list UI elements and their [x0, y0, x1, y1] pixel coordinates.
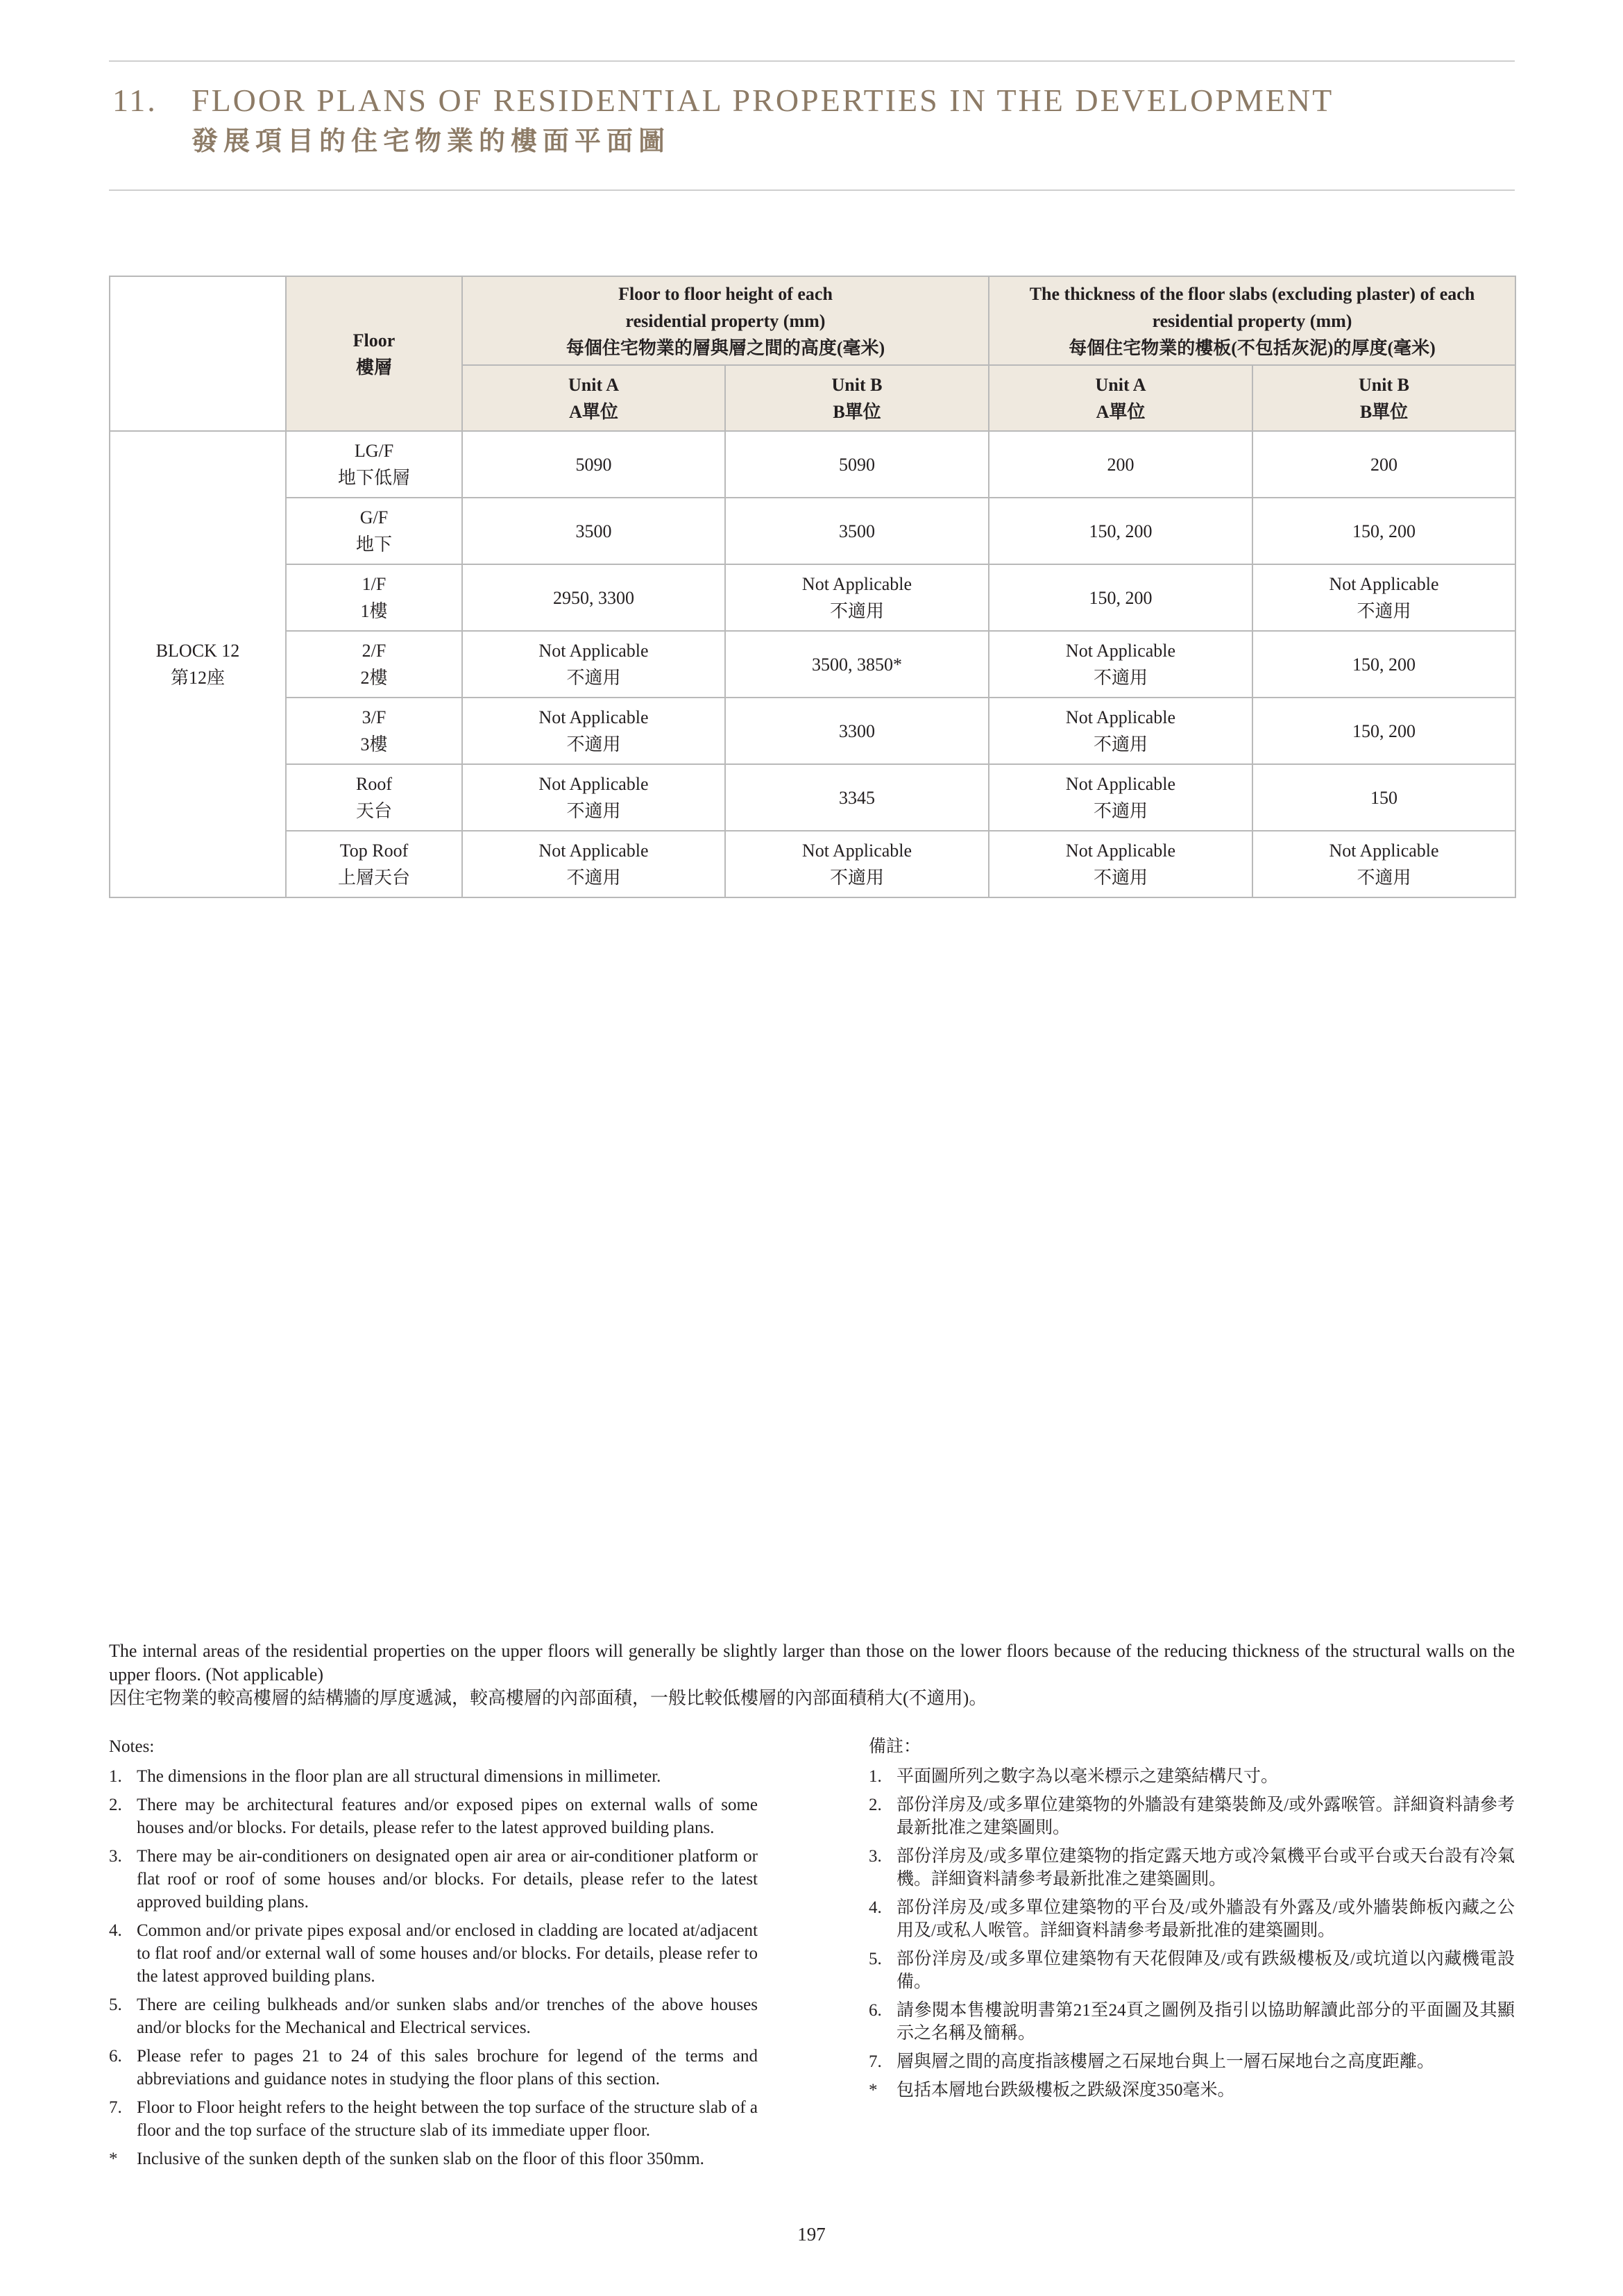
floor-height-table — [109, 276, 1516, 898]
note-number: 1. — [109, 1767, 122, 1786]
height-unit-a-cell: Not Applicable 不適用 — [462, 698, 725, 764]
note-text: 部份洋房及/或多單位建築物的指定露天地方或冷氣機平台或平台或天台設有冷氣機。詳細資料請參考最新批准之建築圖則。 — [897, 1847, 1515, 1889]
notes-en — [109, 1735, 758, 2176]
header-thickness-zh: 每個住宅物業的樓板(不包括灰泥)的厚度(毫米) — [1069, 337, 1436, 358]
note-number: 3. — [109, 1847, 122, 1866]
note-item — [109, 2045, 758, 2091]
note-item — [109, 2147, 758, 2170]
thickness-unit-b-cell: 150, 200 — [1252, 631, 1515, 698]
header-thickness — [989, 276, 1515, 365]
note-text: 部份洋房及/或多單位建築物有天花假陣及/或有跌級樓板及/或坑道以內藏機電設備。 — [897, 1950, 1515, 1991]
section-number: 11. — [112, 83, 158, 118]
floor-cell: Roof 天台 — [286, 764, 462, 831]
title-rule — [109, 189, 1515, 191]
table-row — [110, 631, 1515, 698]
note-item — [869, 1845, 1515, 1891]
note-item — [869, 2079, 1515, 2102]
header-floor — [286, 276, 462, 431]
note-text: 層與層之間的高度指該樓層之石屎地台與上一層石屎地台之高度距離。 — [897, 2052, 1435, 2071]
note-number: 3. — [869, 1847, 882, 1866]
height-unit-b-cell: 3300 — [725, 698, 989, 764]
height-unit-a-cell: Not Applicable 不適用 — [462, 764, 725, 831]
header-height — [462, 276, 989, 365]
table-row — [110, 564, 1515, 631]
note-number: 7. — [869, 2052, 882, 2071]
page-number: 197 — [797, 2224, 826, 2245]
note-text: Inclusive of the sunken depth of the sunken slab on the floor of this floor 350mm. — [137, 2150, 704, 2168]
height-unit-b-cell: 5090 — [725, 431, 989, 498]
note-number: 2. — [869, 1796, 882, 1814]
intro-paragraph-zh: 因住宅物業的較高樓層的結構牆的厚度遞減，較高樓層的內部面積，一般比較低樓層的內部面積稍大(不適用)。 — [109, 1688, 987, 1708]
thickness-unit-b-cell: Not Applicable 不適用 — [1252, 831, 1515, 897]
header-height-unit-b: Unit B B單位 — [725, 365, 989, 431]
height-unit-a-cell: 3500 — [462, 498, 725, 564]
table-row — [110, 698, 1515, 764]
thickness-unit-a-cell: 150, 200 — [989, 498, 1252, 564]
thickness-unit-a-cell: Not Applicable 不適用 — [989, 631, 1252, 698]
note-item — [869, 1999, 1515, 2045]
table-row — [110, 764, 1515, 831]
height-unit-b-cell: 3500, 3850* — [725, 631, 989, 698]
note-text: 請參閱本售樓說明書第21至24頁之圖例及指引以協助解讀此部分的平面圖及其顯示之名稱及簡稱。 — [897, 2001, 1515, 2043]
note-item — [109, 1845, 758, 1914]
thickness-unit-a-cell: 200 — [989, 431, 1252, 498]
note-text: Floor to Floor height refers to the height between the top surface of the structure slab of a floor and the top surface of the structure slab of its immediate upper floor. — [137, 2098, 758, 2140]
note-number: * — [869, 2081, 878, 2100]
note-text: 部份洋房及/或多單位建築物的外牆設有建築裝飾及/或外露喉管。詳細資料請參考最新批准之建築圖則。 — [897, 1796, 1515, 1837]
header-floor-zh: 樓層 — [355, 357, 392, 378]
thickness-unit-a-cell: Not Applicable 不適用 — [989, 764, 1252, 831]
top-rule — [109, 60, 1515, 62]
note-text: There may be architectural features and/or exposed pipes on external walls of some houses and/or blocks. For details, please refer to the latest approved building plans. — [137, 1796, 758, 1837]
note-item — [109, 1793, 758, 1839]
note-number: 1. — [869, 1767, 882, 1786]
note-text: Common and/or private pipes exposal and/or enclosed in cladding are located at/adjacent to flat roof and/or external wall of some houses and/or blocks. For details, please refer to the latest approved building plans. — [137, 1921, 758, 1986]
note-number: 7. — [109, 2098, 122, 2117]
table-row — [110, 831, 1515, 897]
section-title: FLOOR PLANS OF RESIDENTIAL PROPERTIES IN THE DEVELOPMENT — [192, 83, 1334, 118]
note-item — [869, 1765, 1515, 1788]
section-title-zh: 發展項目的住宅物業的樓面平面圖 — [192, 127, 671, 156]
note-number: 6. — [109, 2047, 122, 2066]
floor-cell: Top Roof 上層天台 — [286, 831, 462, 897]
notes-list — [109, 1765, 758, 2170]
header-height-unit-a: Unit A A單位 — [462, 365, 725, 431]
floor-cell: LG/F 地下低層 — [286, 431, 462, 498]
header-thickness-unit-b: Unit B B單位 — [1252, 365, 1515, 431]
note-number: 6. — [869, 2001, 882, 2020]
note-text: There may be air-conditioners on designated open air area or air-conditioner platform or flat roof or roof of some houses and/or blocks. For details, please refer to the latest approved building plans. — [137, 1847, 758, 1911]
note-number: 4. — [109, 1921, 122, 1940]
note-number: 4. — [869, 1898, 882, 1917]
note-number: * — [109, 2150, 118, 2168]
note-item — [869, 2050, 1515, 2073]
height-unit-a-cell: 5090 — [462, 431, 725, 498]
thickness-unit-a-cell: Not Applicable 不適用 — [989, 698, 1252, 764]
note-text: There are ceiling bulkheads and/or sunken slabs and/or trenches of the above houses and/or blocks for the Mechanical and Electrical services. — [137, 1995, 758, 2037]
height-unit-b-cell: 3500 — [725, 498, 989, 564]
height-unit-b-cell: Not Applicable 不適用 — [725, 564, 989, 631]
note-text: The dimensions in the floor plan are all structural dimensions in millimeter. — [137, 1767, 661, 1786]
thickness-unit-b-cell: 150, 200 — [1252, 698, 1515, 764]
note-item — [109, 1993, 758, 2039]
floor-cell: 1/F 1樓 — [286, 564, 462, 631]
header-height-en: Floor to floor height of each residential property (mm) — [618, 283, 833, 331]
header-blank — [110, 276, 286, 431]
note-item — [109, 1765, 758, 1788]
height-unit-a-cell: Not Applicable 不適用 — [462, 631, 725, 698]
thickness-unit-b-cell: 150, 200 — [1252, 498, 1515, 564]
header-floor-en: Floor — [352, 330, 396, 351]
note-text: 包括本層地台跌級樓板之跌級深度350毫米。 — [897, 2081, 1235, 2100]
thickness-unit-a-cell: 150, 200 — [989, 564, 1252, 631]
table-row — [110, 498, 1515, 564]
notes-title: Notes: — [109, 1737, 155, 1756]
floor-cell: 3/F 3樓 — [286, 698, 462, 764]
note-text: 平面圖所列之數字為以毫米標示之建築結構尺寸。 — [897, 1767, 1279, 1786]
thickness-unit-b-cell: 200 — [1252, 431, 1515, 498]
intro-paragraph: The internal areas of the residential properties on the upper floors will generally be slightly larger than those on the lower floors because of the reducing thickness of the structural walls on the upper floors. (Not applicable) — [109, 1641, 1515, 1685]
note-number: 5. — [109, 1995, 122, 2014]
floor-cell: 2/F 2樓 — [286, 631, 462, 698]
header-thickness-unit-a: Unit A A單位 — [989, 365, 1252, 431]
note-item — [869, 1948, 1515, 1993]
note-item — [109, 2096, 758, 2142]
table-row — [110, 431, 1515, 498]
height-unit-b-cell: 3345 — [725, 764, 989, 831]
thickness-unit-b-cell: 150 — [1252, 764, 1515, 831]
height-unit-a-cell: Not Applicable 不適用 — [462, 831, 725, 897]
thickness-unit-b-cell: Not Applicable 不適用 — [1252, 564, 1515, 631]
note-text: 部份洋房及/或多單位建築物的平台及/或外牆設有外露及/或外牆裝飾板內藏之公用及/或私人喉管。詳細資料請參考最新批准的建築圖則。 — [897, 1898, 1515, 1940]
block-cell: BLOCK 12 第12座 — [110, 431, 286, 897]
note-text: Please refer to pages 21 to 24 of this sales brochure for legend of the terms and abbreviations and guidance notes in studying the floor plans of this section. — [137, 2047, 758, 2088]
notes-list-zh — [869, 1765, 1515, 2102]
floor-cell: G/F 地下 — [286, 498, 462, 564]
header-thickness-en: The thickness of the floor slabs (excluding plaster) of each residential property (mm) — [1029, 283, 1475, 331]
note-number: 5. — [869, 1950, 882, 1968]
notes-zh — [869, 1735, 1515, 2107]
thickness-unit-a-cell: Not Applicable 不適用 — [989, 831, 1252, 897]
height-unit-b-cell: Not Applicable 不適用 — [725, 831, 989, 897]
note-item — [109, 1919, 758, 1988]
notes-title-zh: 備註： — [869, 1737, 921, 1756]
note-number: 2. — [109, 1796, 122, 1814]
note-item — [869, 1793, 1515, 1839]
note-item — [869, 1896, 1515, 1942]
height-unit-a-cell: 2950, 3300 — [462, 564, 725, 631]
header-height-zh: 每個住宅物業的層與層之間的高度(毫米) — [566, 337, 885, 358]
